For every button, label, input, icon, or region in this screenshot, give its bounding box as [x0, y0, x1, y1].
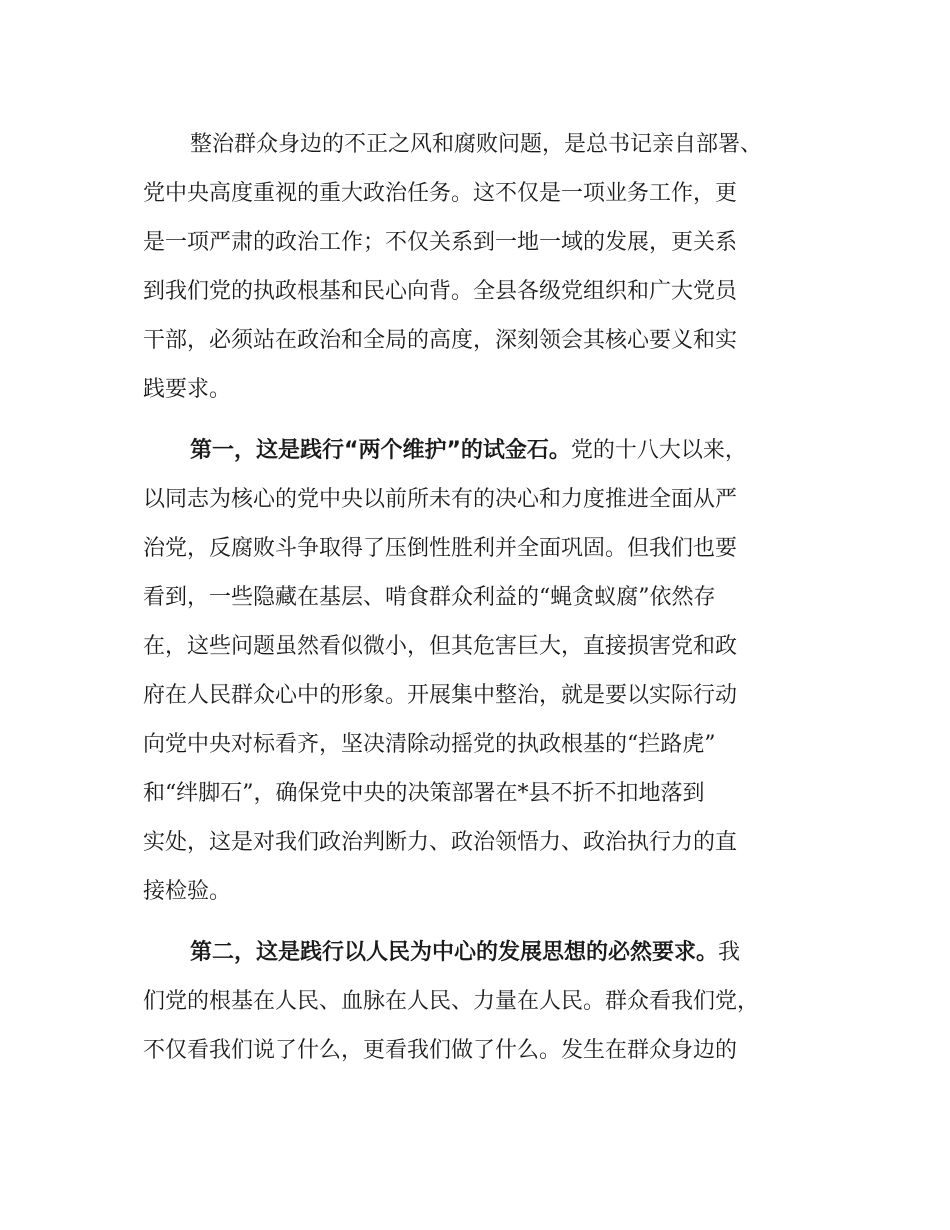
text-line: 是一项严肃的政治工作；不仅关系到一地一域的发展，更关系 — [143, 230, 738, 255]
text-line: 向党中央对标看齐，坚决清除动摇党的执政根基的“拦路虎” — [143, 732, 716, 757]
section-heading: 第二，这是践行以人民为中心的发展思想的必然要求。 — [190, 940, 719, 965]
text-line: 党中央高度重视的重大政治任务。这不仅是一项业务工作，更 — [143, 181, 738, 206]
text-line — [190, 426, 747, 475]
text-line: 整治群众身边的不正之风和腐败问题，是总书记亲自部署、 — [190, 132, 763, 157]
text-line: 实处，这是对我们政治判断力、政治领悟力、政治执行力的直 — [143, 830, 738, 855]
text-line: 干部，必须站在政治和全局的高度，深刻领会其核心要义和实 — [143, 328, 738, 353]
text-line: 践要求。 — [143, 377, 232, 402]
text-line: 治党，反腐败斗争取得了压倒性胜利并全面巩固。但我们也要 — [143, 536, 738, 561]
text-line: 们党的根基在人民、血脉在人民、力量在人民。群众看我们党， — [143, 989, 760, 1014]
text-line: 不仅看我们说了什么，更看我们做了什么。发生在群众身边的 — [143, 1038, 738, 1063]
text-line: 接检验。 — [143, 879, 232, 904]
text-line: 到我们党的执政根基和民心向背。全县各级党组织和广大党员 — [143, 279, 738, 304]
text-line: 以同志为核心的党中央以前所未有的决心和力度推进全面从严 — [143, 487, 738, 512]
heading-continuation: 我 — [718, 940, 741, 965]
heading-continuation: 党的十八大以来， — [570, 438, 747, 463]
text-line: 和“绊脚石”，确保党中央的决策部署在*县不折不扣地落到 — [143, 781, 705, 806]
text-line: 府在人民群众心中的形象。开展集中整治，就是要以实际行动 — [143, 683, 738, 708]
section-heading: 第一，这是践行“两个维护”的试金石。 — [190, 438, 571, 463]
text-line: 在，这些问题虽然看似微小，但其危害巨大，直接损害党和政 — [143, 634, 738, 659]
text-line: 看到，一些隐藏在基层、啃食群众利益的“蝇贪蚁腐”依然存 — [143, 585, 716, 610]
text-line — [190, 928, 740, 977]
